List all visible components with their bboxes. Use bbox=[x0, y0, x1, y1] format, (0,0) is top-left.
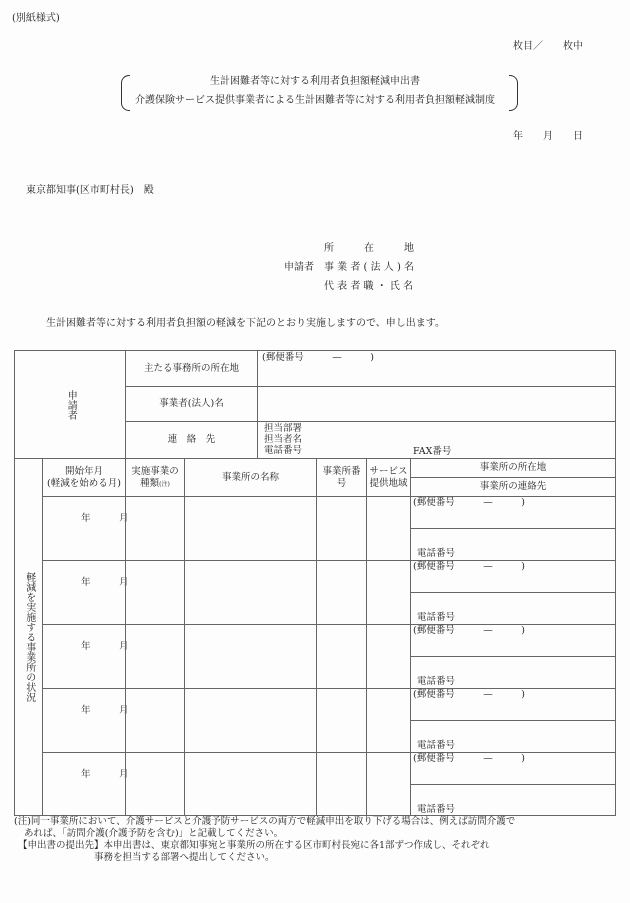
section-label: 軽減を実施する事業所の状況 bbox=[23, 572, 35, 702]
fax-label: FAX番号 bbox=[413, 446, 452, 457]
contact-lines bbox=[264, 423, 302, 456]
col-service-area-label: サービス提供地域 bbox=[369, 465, 408, 489]
col-office-number-label: 事業所番号 bbox=[322, 465, 361, 489]
office-number-field[interactable] bbox=[316, 560, 366, 624]
start-date-placeholder: 年 月 bbox=[81, 705, 129, 716]
business-name-label: 事業者(法人)名 bbox=[159, 398, 224, 410]
statement-text: 生計困難者等に対する利用者負担額の軽減を下記のとおり実施しますので、申し出ます。 bbox=[46, 318, 445, 329]
office-number-field[interactable] bbox=[316, 496, 366, 560]
main-office-address-field[interactable] bbox=[257, 350, 615, 386]
business-name-label-cell bbox=[125, 386, 257, 421]
applicant-location-label: 所 在 地 bbox=[324, 243, 414, 254]
start-date-field[interactable] bbox=[42, 752, 129, 816]
office-number-field[interactable] bbox=[316, 624, 366, 688]
col-service-type-note: (注) bbox=[159, 480, 170, 488]
office-address-field[interactable] bbox=[410, 560, 615, 592]
office-number-field[interactable] bbox=[316, 752, 366, 816]
footnote-line1: (注)同一事業所において、介護サービスと介護予防サービスの両方で軽減申出を取り下げる場合は、例えば訪問介護で bbox=[14, 816, 516, 827]
start-date-placeholder: 年 月 bbox=[81, 513, 129, 524]
submit-line2: 事務を担当する部署へ提出してください。 bbox=[94, 852, 275, 863]
office-contact-field[interactable] bbox=[410, 592, 615, 624]
office-contact-field[interactable] bbox=[410, 528, 615, 560]
main-office-label-cell bbox=[125, 350, 257, 386]
service-area-field[interactable] bbox=[366, 752, 410, 816]
main-office-postal: (郵便番号 — ) bbox=[262, 352, 374, 363]
col-start-date-line1: 開始年月 bbox=[64, 465, 103, 477]
office-postal-label: (郵便番号 — ) bbox=[413, 689, 525, 700]
col-office-number bbox=[316, 458, 366, 496]
service-type-field[interactable] bbox=[125, 688, 184, 752]
start-date-field[interactable] bbox=[42, 688, 129, 752]
start-date-field[interactable] bbox=[42, 624, 129, 688]
office-postal-label: (郵便番号 — ) bbox=[413, 561, 525, 572]
col-service-type-line1: 実施事業の bbox=[131, 465, 179, 477]
col-office-name-label: 事業所の名称 bbox=[221, 471, 279, 483]
col-service-type-line2: 種類 bbox=[140, 477, 160, 489]
office-postal-label: (郵便番号 — ) bbox=[413, 497, 525, 508]
start-date-placeholder: 年 月 bbox=[81, 577, 129, 588]
service-type-field[interactable] bbox=[125, 752, 184, 816]
main-office-label: 主たる事務所の所在地 bbox=[143, 362, 239, 374]
office-address-field[interactable] bbox=[410, 496, 615, 528]
office-contact-field[interactable] bbox=[410, 656, 615, 688]
document-title: 生計困難者等に対する利用者負担額軽減申出書 bbox=[210, 76, 420, 87]
col-office-address-label: 事業所の所在地 bbox=[479, 462, 547, 474]
office-postal-label: (郵便番号 — ) bbox=[413, 753, 525, 764]
office-name-field[interactable] bbox=[184, 624, 316, 688]
form-label: (別紙様式) bbox=[12, 13, 60, 24]
service-area-field[interactable] bbox=[366, 688, 410, 752]
office-phone-label: 電話番号 bbox=[417, 804, 456, 815]
applicant-representative-label: 代 表 者 職 ・ 氏 名 bbox=[324, 281, 414, 292]
office-phone-label: 電話番号 bbox=[417, 676, 456, 687]
contact-label-cell bbox=[125, 421, 257, 458]
service-area-field[interactable] bbox=[366, 496, 410, 560]
applicant-header-cell bbox=[14, 350, 125, 458]
start-date-field[interactable] bbox=[42, 560, 129, 624]
office-number-field[interactable] bbox=[316, 688, 366, 752]
office-address-field[interactable] bbox=[410, 752, 615, 784]
start-date-placeholder: 年 月 bbox=[81, 769, 129, 780]
col-start-date-line2: (軽減を始める月) bbox=[47, 477, 121, 489]
section-label-cell bbox=[14, 458, 42, 815]
office-name-field[interactable] bbox=[184, 752, 316, 816]
office-contact-field[interactable] bbox=[410, 784, 615, 816]
service-type-field[interactable] bbox=[125, 624, 184, 688]
page-count: 枚目／ 枚中 bbox=[513, 41, 583, 52]
addressee: 東京都知事(区市町村長) 殿 bbox=[26, 185, 154, 196]
applicant-label: 申請者 bbox=[284, 262, 314, 273]
office-phone-label: 電話番号 bbox=[417, 612, 456, 623]
office-phone-label: 電話番号 bbox=[417, 740, 456, 751]
col-office-contact bbox=[410, 477, 615, 496]
office-phone-label: 電話番号 bbox=[417, 548, 456, 559]
col-office-address bbox=[410, 458, 615, 477]
start-date-placeholder: 年 月 bbox=[81, 641, 129, 652]
person-in-charge-label: 担当者名 bbox=[264, 434, 303, 445]
phone-label: 電話番号 bbox=[264, 445, 303, 456]
submit-line1: 【申出書の提出先】本申出書は、東京都知事宛と事業所の所在する区市町村長宛に各1部ずつ作成し、それぞれ bbox=[18, 840, 490, 851]
col-office-contact-label: 事業所の連絡先 bbox=[479, 481, 547, 493]
applicant-header: 申請者 bbox=[65, 389, 77, 420]
department-label: 担当部署 bbox=[264, 423, 303, 434]
service-type-field[interactable] bbox=[125, 560, 184, 624]
col-service-area bbox=[366, 458, 410, 496]
office-name-field[interactable] bbox=[184, 688, 316, 752]
title-bracket-right bbox=[509, 75, 518, 111]
office-address-field[interactable] bbox=[410, 688, 615, 720]
applicant-business-name-label: 事 業 者 ( 法 人 ) 名 bbox=[324, 262, 415, 273]
office-name-field[interactable] bbox=[184, 496, 316, 560]
office-name-field[interactable] bbox=[184, 560, 316, 624]
service-area-field[interactable] bbox=[366, 560, 410, 624]
footnote-line2: あれば、「訪問介護(介護予防を含む)」と記載してください。 bbox=[24, 828, 284, 839]
document-subtitle: 介護保険サービス提供事業者による生計困難者等に対する利用者負担額軽減制度 bbox=[135, 95, 495, 106]
col-service-type bbox=[125, 458, 184, 496]
business-name-field[interactable] bbox=[257, 386, 615, 421]
office-postal-label: (郵便番号 — ) bbox=[413, 625, 525, 636]
contact-label: 連 絡 先 bbox=[167, 434, 216, 446]
submission-date: 年 月 日 bbox=[513, 131, 583, 142]
col-office-name bbox=[184, 458, 316, 496]
col-start-date bbox=[42, 458, 125, 496]
contact-field[interactable] bbox=[257, 421, 615, 458]
office-address-field[interactable] bbox=[410, 624, 615, 656]
start-date-field[interactable] bbox=[42, 496, 129, 560]
service-type-field[interactable] bbox=[125, 496, 184, 560]
service-area-field[interactable] bbox=[366, 624, 410, 688]
office-contact-field[interactable] bbox=[410, 720, 615, 752]
